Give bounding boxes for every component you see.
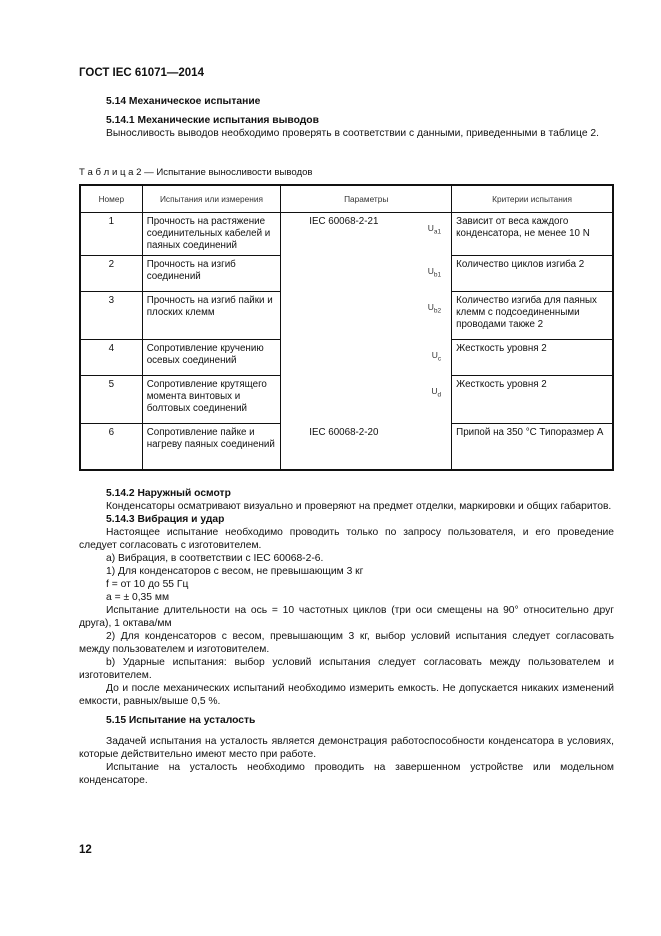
section-heading: 5.15 Испытание на усталость xyxy=(106,715,256,726)
criteria: Припой на 350 °С Типоразмер А xyxy=(452,424,613,470)
row-number: 2 xyxy=(80,256,142,292)
table-row xyxy=(80,292,613,340)
paragraph: f = от 10 до 55 Гц xyxy=(106,579,189,590)
criteria: Жесткость уровня 2 xyxy=(452,376,613,424)
parameters-cell xyxy=(281,213,452,256)
test-code xyxy=(428,222,441,239)
row-number: 5 xyxy=(80,376,142,424)
header-cell: Испытания или измерения xyxy=(142,185,281,213)
subsection-heading: 5.14.3 Вибрация и удар xyxy=(106,514,225,525)
test-code xyxy=(432,349,441,366)
paragraph: Настоящее испытание необходимо проводить только по запросу пользователя, и его проведение следует согласовать с изготовителем. xyxy=(79,527,614,551)
test-code xyxy=(428,301,441,318)
test-code-subscript: c xyxy=(437,355,442,363)
test-code-letter: U xyxy=(431,349,438,360)
paragraph: До и после механических испытаний необходимо измерить емкость. Не допускается никаких изменений емкости, равных/выше 0,5 %. xyxy=(79,683,614,707)
endurance-table xyxy=(79,184,614,471)
table-row xyxy=(80,340,613,376)
test-code xyxy=(428,265,441,282)
header-cell: Критерии испытания xyxy=(452,185,613,213)
test-code-letter: U xyxy=(427,301,434,312)
test-name: Сопротивление крутящего момента винтовых и болтовых соединений xyxy=(142,376,281,424)
parameters-cell xyxy=(281,376,452,424)
table-row xyxy=(80,424,613,470)
section-heading: 5.14 Механическое испытание xyxy=(106,96,261,107)
test-code-letter: U xyxy=(427,223,434,233)
page-number: 12 xyxy=(79,844,92,856)
row-number: 4 xyxy=(80,340,142,376)
criteria: Жесткость уровня 2 xyxy=(452,340,613,376)
test-code-subscript: b2 xyxy=(433,307,442,315)
parameters-cell xyxy=(281,256,452,292)
parameters-cell xyxy=(281,340,452,376)
criteria: Зависит от веса каждого конденсатора, не менее 10 N xyxy=(452,213,613,256)
section-5-14 xyxy=(79,95,614,140)
table-row xyxy=(80,256,613,292)
paragraph: 2) Для конденсаторов с весом, превышающим 3 кг, выбор условий испытания следует согласовать между пользователем и изготовителем. xyxy=(79,631,614,655)
test-name: Сопротивление кручению осевых соединений xyxy=(142,340,281,376)
test-code-subscript: a1 xyxy=(433,228,442,236)
test-name: Сопротивление пайке и нагреву паяных соединений xyxy=(142,424,281,470)
header-cell: Номер xyxy=(80,185,142,213)
test-name: Прочность на изгиб соединений xyxy=(142,256,281,292)
row-number: 3 xyxy=(80,292,142,340)
paragraph: Конденсаторы осматривают визуально и проверяют на предмет отделки, маркировки и общих габаритов. xyxy=(106,501,612,512)
paragraph: b) Ударные испытания: выбор условий испытания следует согласовать между пользователем и изготовителем. xyxy=(79,657,614,681)
paragraph: Задачей испытания на усталость является демонстрация работоспособности конденсатора в условиях, которые действительно имеют место при работе. xyxy=(79,736,614,760)
table-row xyxy=(80,376,613,424)
row-number: 6 xyxy=(80,424,142,470)
paragraph: Выносливость выводов необходимо проверять в соответствии с данными, приведенными в таблице 2. xyxy=(106,128,600,139)
table-row xyxy=(80,213,613,256)
row-number: 1 xyxy=(80,213,142,256)
parameters-cell xyxy=(281,424,452,470)
standard-ref: IEC 60068-2-20 xyxy=(309,426,379,438)
document-header: ГОСТ IEC 61071—2014 xyxy=(79,67,204,79)
paragraph: a) Вибрация, в соответствии с IEC 60068-2-6. xyxy=(106,553,324,564)
test-code-letter: U xyxy=(427,265,434,276)
test-code-letter: U xyxy=(431,385,438,396)
paragraph: Испытание длительности на ось = 10 частотных циклов (три оси смещены на 90° относительно друг друга), 1 октава/мм xyxy=(79,605,614,629)
test-name: Прочность на растяжение соединительных кабелей и паяных соединений xyxy=(142,213,281,256)
paragraph: a = ± 0,35 мм xyxy=(106,592,170,603)
test-code-subscript: d xyxy=(437,391,442,399)
criteria: Количество циклов изгиба 2 xyxy=(452,256,613,292)
parameters-cell xyxy=(281,292,452,340)
table-caption: Т а б л и ц а 2 — Испытание выносливости выводов xyxy=(79,167,313,178)
subsection-heading: 5.14.1 Механические испытания выводов xyxy=(106,115,319,126)
test-name: Прочность на изгиб пайки и плоских клемм xyxy=(142,292,281,340)
standard-ref: IEC 60068-2-21 xyxy=(309,216,379,227)
test-code-subscript: b1 xyxy=(433,271,442,279)
paragraph: Испытание на усталость необходимо проводить на завершенном устройстве или модельном конденсаторе. xyxy=(79,762,614,786)
test-code xyxy=(431,385,441,402)
paragraph: 1) Для конденсаторов с весом, не превышающим 3 кг xyxy=(106,566,364,577)
criteria: Количество изгиба для паяных клемм с подсоединенными проводами также 2 xyxy=(452,292,613,340)
section-5-14-2 xyxy=(79,487,614,787)
subsection-heading: 5.14.2 Наружный осмотр xyxy=(106,488,231,499)
header-cell: Параметры xyxy=(281,185,452,213)
table-header-row xyxy=(80,185,613,213)
